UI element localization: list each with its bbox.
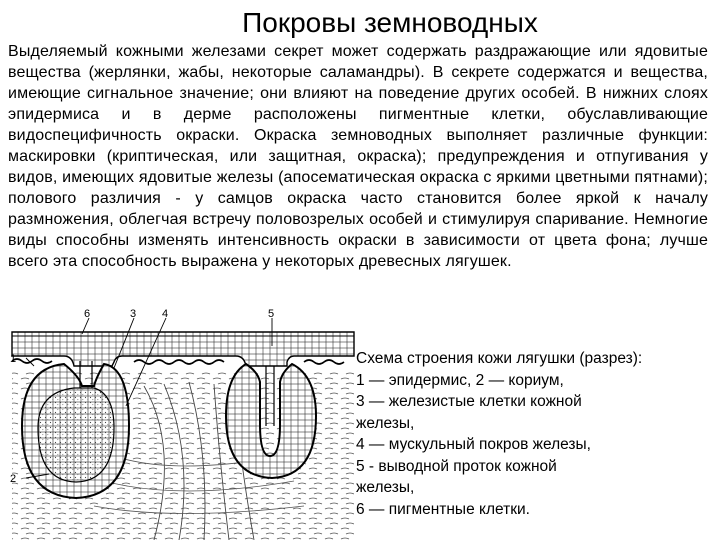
skin-diagram-svg <box>4 306 356 540</box>
figure-label: 2 <box>10 473 17 485</box>
figure-label: 5 <box>268 308 275 320</box>
body-paragraph: Выделяемый кожными железами секрет может содержать раздражающие или ядовитые вещества (жерлянки, жабы, некоторые саламандры). В секрете содержатся и вещества, имеющие сигнальное значение; они влияют на поведение других особей. В нижних слоях эпидермиса и в дерме расположены пигментные клетки, обуславливающие видоспецифичность окраски. Окраска земноводных выполняет различные функции: маскировки (криптическая, или защитная, окраска); предупреждения и отпугивания у видов, имеющих ядовитые железы (апосематическая окраска с яркими цветными пятнами); полового различия - у самцов окраска часто становится более яркой к началу размножения, облегчая встречу половозрелых особей и стимулируя спаривание. Немногие виды способны изменять интенсивность окраски в зависимости от цвета фона; лучше всего эта способность выражена у некоторых древесных лягушек. <box>8 43 708 270</box>
caption-line: 6 — пигментные клетки. <box>356 500 530 518</box>
figure-label: 3 <box>130 308 137 320</box>
skin-gland-left <box>22 361 129 498</box>
caption-line: Схема строения кожи лягушки (разрез): <box>356 350 643 367</box>
caption-line: железы, <box>356 414 415 432</box>
figure-caption <box>356 348 716 520</box>
skin-section-diagram <box>4 306 356 540</box>
caption-line: 5 - выводной проток кожной <box>356 457 557 475</box>
caption-line: 3 — железистые клетки кожной <box>356 393 582 410</box>
figure-label: 4 <box>162 308 169 320</box>
caption-line: 1 — эпидермис, 2 — кориум, <box>356 371 564 389</box>
figure-label: 1 <box>10 353 17 365</box>
slide-title: Покровы земноводных <box>242 7 538 38</box>
caption-line: железы, <box>356 479 415 496</box>
figure-label: 6 <box>84 308 91 320</box>
caption-line: 4 — мускульный покров железы, <box>356 436 591 453</box>
